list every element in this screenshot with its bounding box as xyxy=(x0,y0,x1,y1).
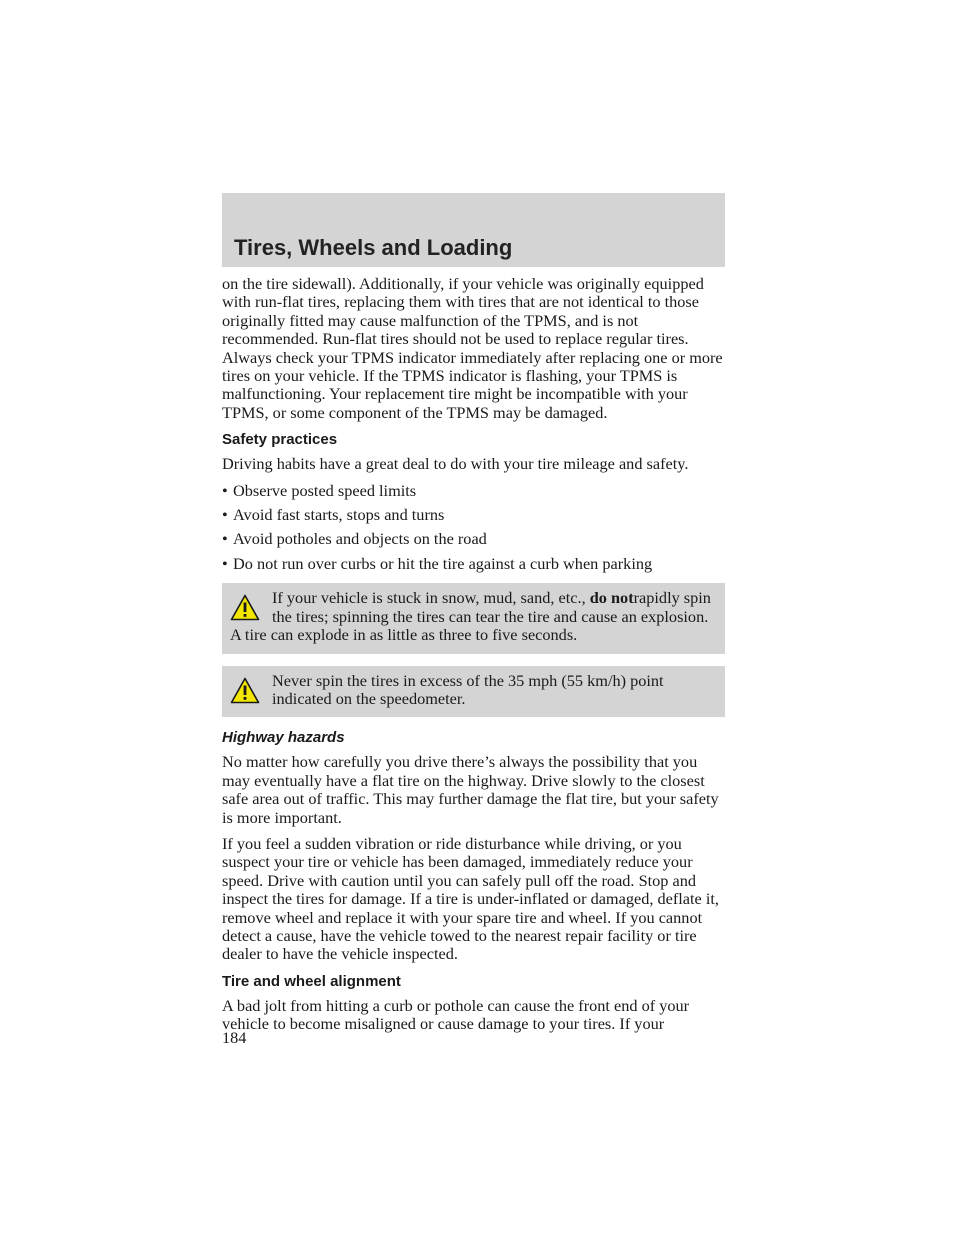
warning-text: Never spin the tires in excess of the 35 mph (55 km/h) point indicated on the speedometer. xyxy=(272,670,664,708)
list-item-text: Avoid fast starts, stops and turns xyxy=(233,505,445,525)
warning-box-spin-stuck xyxy=(222,583,725,653)
safety-bullet-list xyxy=(222,482,725,574)
page-number: 184 xyxy=(222,1028,247,1047)
alignment-heading: Tire and wheel alignment xyxy=(222,972,401,990)
warning-text-before: If your vehicle is stuck in snow, mud, sand, etc., xyxy=(272,588,590,608)
intro-paragraph: on the tire sidewall). Additionally, if your vehicle was originally equipped with run-flat tires, replacing them with tires that are not identical to those originally fitted may cause malfunction of the TPMS, and is not recommended. Run-flat tires should not be used to replace regular tires. Always check your TPMS indicator immediately after replacing one or more tires on your vehicle. If the TPMS indicator is flashing, your TPMS is malfunctioning. Your replacement tire might be incompatible with your TPMS, or some component of the TPMS may be damaged. xyxy=(222,274,723,422)
warning-bold-text: do not xyxy=(589,588,634,608)
alignment-paragraph: A bad jolt from hitting a curb or pothole can cause the front end of your vehicle to become misaligned or cause damage to your tires. If your xyxy=(222,995,690,1034)
section-header xyxy=(222,193,725,267)
list-item-text: Avoid potholes and objects on the road xyxy=(233,529,487,549)
list-item xyxy=(222,506,725,524)
list-item xyxy=(222,482,725,500)
bullet-icon: • xyxy=(222,529,228,549)
highway-paragraph-1: No matter how carefully you drive there’s always the possibility that you may eventually have a flat tire on the highway. Drive slowly to the closest safe area out of traffic. This may further damage the flat tire, but your safety is more important. xyxy=(222,752,719,827)
list-item-text: Do not run over curbs or hit the tire against a curb when parking xyxy=(233,553,653,573)
list-item xyxy=(222,555,725,573)
bullet-icon: • xyxy=(222,505,228,525)
bullet-icon: • xyxy=(222,553,228,573)
list-item xyxy=(222,530,725,548)
highway-paragraph-2: If you feel a sudden vibration or ride disturbance while driving, or you suspect your tire or vehicle has been damaged, immediately reduce your speed. Drive with caution until you can safely pull off the road. Stop and inspect the tires for damage. If a tire is under-inflated or damaged, deflate it, remove wheel and replace it with your spare tire and wheel. If you cannot detect a cause, have the vehicle towed to the nearest repair facility or tire dealer to have the vehicle inspected. xyxy=(222,833,719,964)
highway-hazards-heading: Highway hazards xyxy=(222,729,345,747)
safety-practices-heading: Safety practices xyxy=(222,431,338,449)
warning-triangle-icon xyxy=(230,594,260,621)
section-title: Tires, Wheels and Loading xyxy=(234,235,513,260)
safety-intro-paragraph: Driving habits have a great deal to do with your tire mileage and safety. xyxy=(222,454,689,474)
bullet-icon: • xyxy=(222,480,228,500)
page-content xyxy=(222,275,725,1042)
warning-text-after: rapidly spin the tires; spinning the tires can tear the tire and cause an explosion. A tire can explode in as little as three to five seconds. xyxy=(230,588,711,645)
warning-triangle-icon xyxy=(230,677,260,704)
warning-box-speed-limit xyxy=(222,666,725,718)
list-item-text: Observe posted speed limits xyxy=(233,480,417,500)
